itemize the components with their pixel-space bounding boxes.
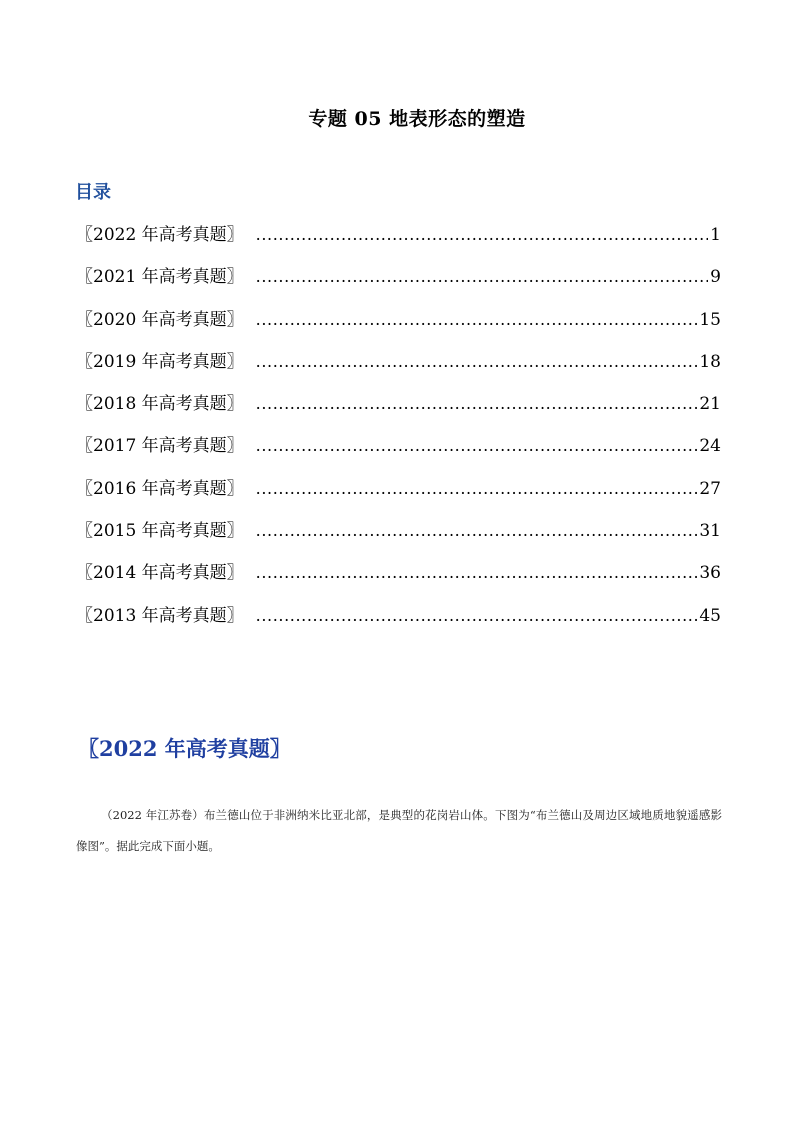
question-intro-paragraph: （2022 年江苏卷）布兰德山位于非洲纳米比亚北部，是典型的花岗岩山体。下图为“布兰德山及周边区域地质地貌遥感影像图”。据此完成下面小题。 (76, 808, 722, 853)
toc-entry-2013[interactable] (76, 601, 721, 643)
toc-leader-dots (256, 606, 698, 625)
toc-leader-dots (256, 267, 709, 286)
toc-entry-label: 〖2015 年高考真题〗 (76, 521, 244, 542)
toc-entry-label: 〖2017 年高考真题〗 (76, 436, 244, 457)
toc-entry-page: 36 (699, 563, 721, 584)
toc-entry-page: 9 (710, 267, 721, 288)
toc-heading: 目录 (75, 182, 111, 203)
toc-entry-2019[interactable] (76, 347, 721, 389)
toc-leader-dots (256, 479, 698, 498)
toc-entry-label: 〖2014 年高考真题〗 (76, 563, 244, 584)
table-of-contents (76, 220, 721, 643)
toc-entry-page: 31 (699, 521, 721, 542)
toc-entry-2017[interactable] (76, 431, 721, 473)
section-heading-2022: 〖2022 年高考真题〗 (78, 736, 291, 761)
toc-leader-dots (256, 310, 698, 329)
toc-leader-dots (256, 225, 709, 244)
toc-entry-page: 18 (699, 351, 721, 372)
toc-entry-page: 27 (699, 478, 721, 499)
toc-entry-2020[interactable] (76, 305, 721, 347)
toc-entry-2014[interactable] (76, 558, 721, 600)
toc-entry-page: 21 (699, 394, 721, 415)
toc-entry-2022[interactable] (76, 220, 721, 262)
toc-leader-dots (256, 563, 698, 582)
toc-entry-page: 24 (699, 436, 721, 457)
toc-leader-dots (256, 521, 698, 540)
toc-entry-2015[interactable] (76, 516, 721, 558)
toc-entry-page: 1 (710, 225, 721, 245)
toc-entry-page: 45 (699, 605, 721, 626)
toc-leader-dots (256, 394, 698, 413)
toc-leader-dots (256, 352, 698, 371)
toc-entry-label: 〖2013 年高考真题〗 (76, 605, 244, 626)
toc-entry-page: 15 (699, 309, 721, 330)
toc-entry-2018[interactable] (76, 389, 721, 431)
toc-entry-2021[interactable] (76, 262, 721, 304)
toc-entry-label: 〖2022 年高考真题〗 (76, 225, 244, 245)
toc-entry-2016[interactable] (76, 474, 721, 516)
toc-entry-label: 〖2018 年高考真题〗 (76, 394, 244, 415)
toc-leader-dots (256, 436, 698, 455)
toc-entry-label: 〖2021 年高考真题〗 (76, 267, 244, 288)
toc-entry-label: 〖2020 年高考真题〗 (76, 309, 244, 330)
toc-entry-label: 〖2016 年高考真题〗 (76, 478, 244, 499)
document-title: 专题 05 地表形态的塑造 (308, 108, 526, 130)
toc-entry-label: 〖2019 年高考真题〗 (76, 351, 244, 372)
